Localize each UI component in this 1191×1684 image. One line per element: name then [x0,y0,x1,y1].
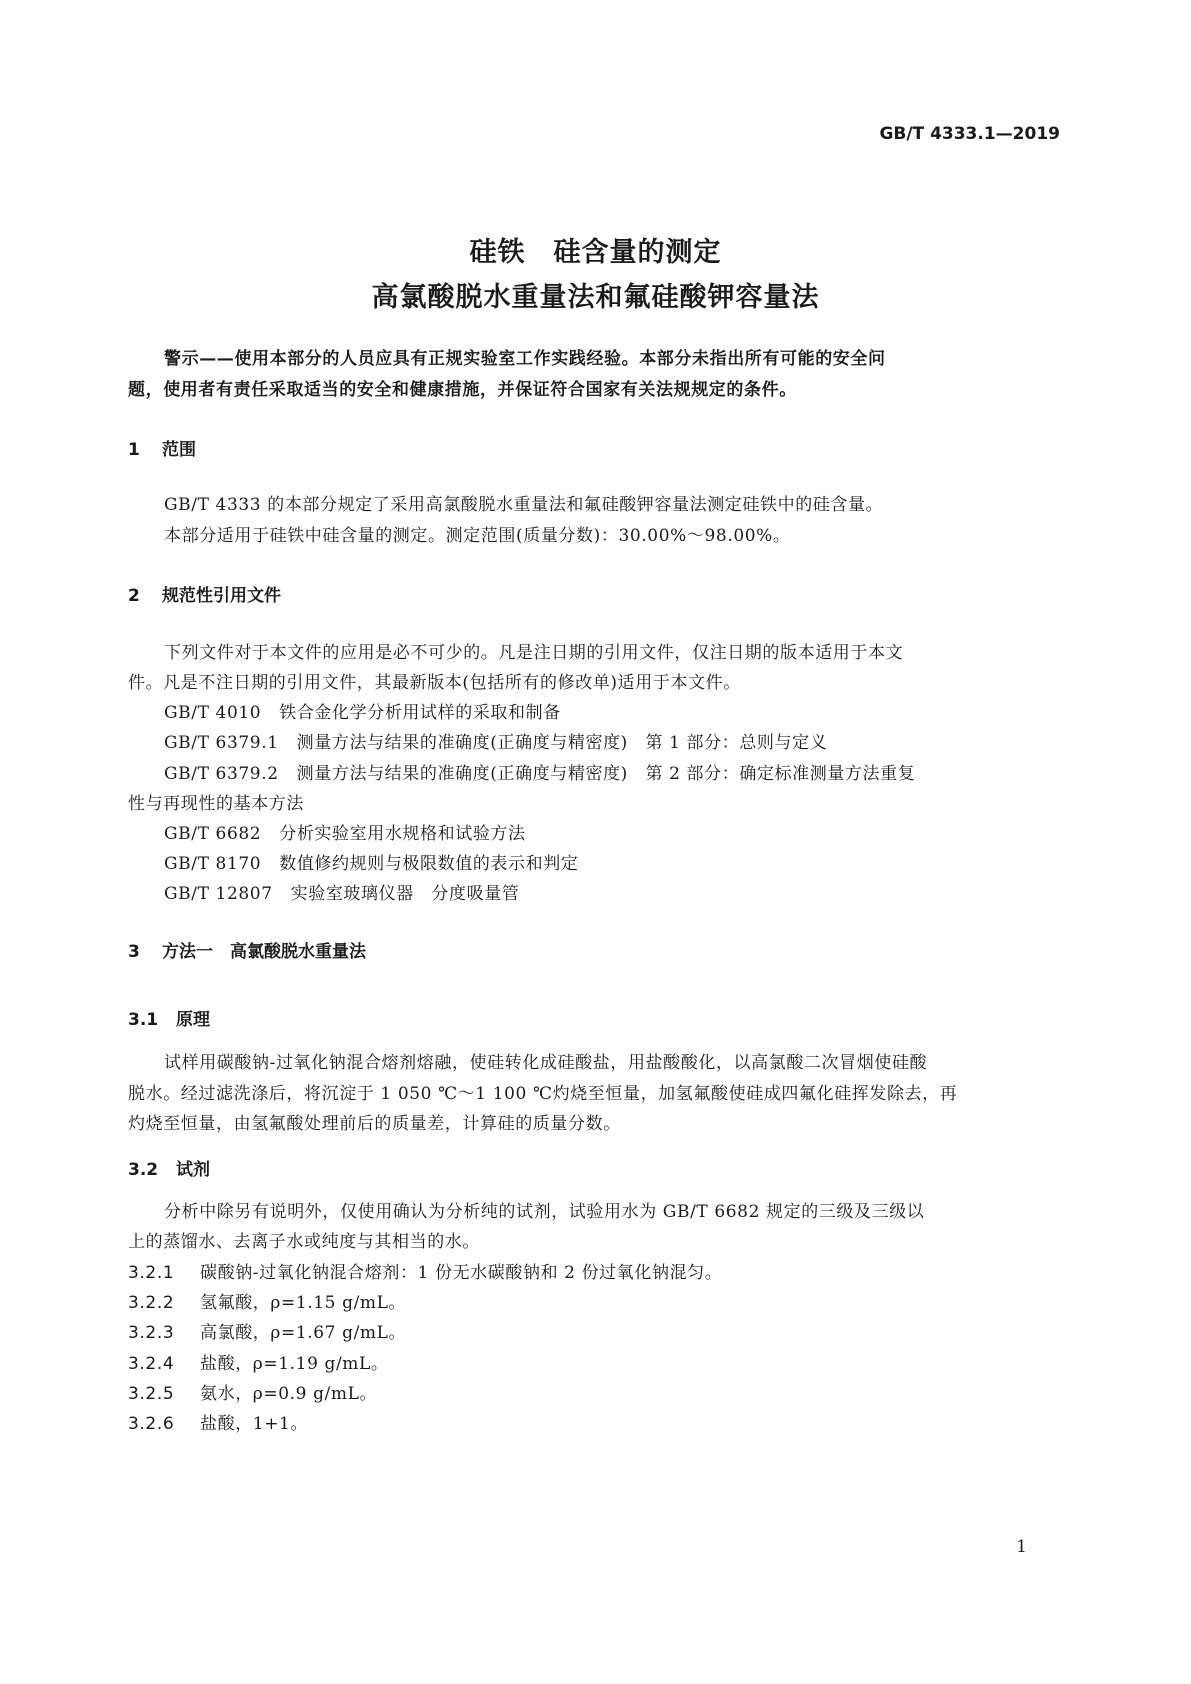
subsection-number: 3.1 [128,1010,159,1030]
subsection-title: 试剂 [176,1160,210,1180]
reference-code: GB/T 6682 [164,824,262,844]
clause-number: 3.2.3 [128,1323,175,1343]
section-number: 1 [128,440,140,460]
section-2-heading [128,581,281,606]
reference-code: GB/T 6379.2 [164,764,279,784]
reagent-text: 高氯酸，ρ=1.67 g/mL。 [200,1323,407,1343]
principle-line1: 试样用碳酸钠-过氧化钠混合熔剂熔融，使硅转化成硅酸盐，用盐酸酸化，以高氯酸二次冒烟使硅酸 [164,1053,928,1073]
reference-code: GB/T 4010 [164,703,262,723]
reagent-text: 碳酸钠-过氧化钠混合熔剂：1 份无水碳酸钠和 2 份过氧化钠混匀。 [200,1263,723,1283]
reference-title: 数值修约规则与极限数值的表示和判定 [279,854,579,874]
reference-item [164,849,578,874]
reference-title: 测量方法与结果的准确度(正确度与精密度) 第 1 部分：总则与定义 [296,733,828,753]
reference-title: 测量方法与结果的准确度(正确度与精密度) 第 2 部分：确定标准测量方法重复 [296,764,916,784]
reagent-item [128,1258,722,1283]
clause-number: 3.2.2 [128,1293,175,1313]
reference-item [164,879,519,904]
scope-paragraph-2: 本部分适用于硅铁中硅含量的测定。测定范围(质量分数)：30.00%～98.00%。 [164,526,791,546]
section-number: 3 [128,942,140,962]
reference-item [164,819,526,844]
warning-line1: 警示——使用本部分的人员应具有正规实验室工作实践经验。本部分未指出所有可能的安全问 [164,349,886,369]
reference-item-continuation: 性与再现性的基本方法 [128,794,304,814]
reagent-text: 盐酸，1+1。 [200,1414,309,1434]
section-number: 2 [128,586,140,606]
normative-intro-line2: 件。凡是不注日期的引用文件，其最新版本(包括所有的修改单)适用于本文件。 [128,673,741,693]
reference-code: GB/T 8170 [164,854,262,874]
reagent-item [128,1288,406,1313]
document-title-line2: 高氯酸脱水重量法和氟硅酸钾容量法 [371,282,820,313]
reagent-item [128,1318,406,1343]
reference-title: 分析实验室用水规格和试验方法 [279,824,526,844]
clause-number: 3.2.6 [128,1414,175,1434]
clause-number: 3.2.1 [128,1263,175,1283]
reagent-text: 盐酸，ρ=1.19 g/mL。 [200,1354,389,1374]
subsection-3-2-heading [128,1155,210,1180]
reference-title: 实验室玻璃仪器 分度吸量管 [290,884,520,904]
section-title: 方法一 高氯酸脱水重量法 [162,942,366,962]
subsection-number: 3.2 [128,1160,159,1180]
reagent-text: 氨水，ρ=0.9 g/mL。 [200,1384,378,1404]
reference-item [164,759,915,784]
reagent-text: 氢氟酸，ρ=1.15 g/mL。 [200,1293,407,1313]
reagents-intro-line1: 分析中除另有说明外，仅使用确认为分析纯的试剂，试验用水为 GB/T 6682 规定的三级及三级以 [164,1202,925,1222]
principle-line2: 脱水。经过滤洗涤后，将沉淀于 1 050 ℃～1 100 ℃灼烧至恒量，加氢氟酸使硅成四氟化硅挥发除去，再 [128,1084,958,1104]
reagent-item [128,1409,308,1434]
reference-code: GB/T 6379.1 [164,733,279,753]
reference-item [164,698,561,723]
reference-title: 铁合金化学分析用试样的采取和制备 [279,703,561,723]
warning-line2: 题，使用者有责任采取适当的安全和健康措施，并保证符合国家有关法规规定的条件。 [128,380,797,400]
scope-paragraph-1: GB/T 4333 的本部分规定了采用高氯酸脱水重量法和氟硅酸钾容量法测定硅铁中的硅含量。 [164,495,884,515]
section-title: 规范性引用文件 [162,586,281,606]
clause-number: 3.2.5 [128,1384,175,1404]
reference-item [164,728,827,753]
section-1-heading [128,435,196,460]
standard-code: GB/T 4333.1—2019 [879,124,1060,144]
subsection-3-1-heading [128,1005,210,1030]
clause-number: 3.2.4 [128,1354,175,1374]
principle-line3: 灼烧至恒量，由氢氟酸处理前后的质量差，计算硅的质量分数。 [128,1114,621,1134]
reagent-item [128,1379,377,1404]
reference-code: GB/T 12807 [164,884,273,904]
reagents-intro-line2: 上的蒸馏水、去离子水或纯度与其相当的水。 [128,1232,480,1252]
page-number: 1 [1016,1537,1027,1557]
section-3-heading [128,937,366,962]
subsection-title: 原理 [176,1010,210,1030]
reagent-item [128,1349,389,1374]
document-title-line1: 硅铁 硅含量的测定 [469,237,722,268]
section-title: 范围 [162,440,196,460]
normative-intro-line1: 下列文件对于本文件的应用是必不可少的。凡是注日期的引用文件，仅注日期的版本适用于本文 [164,643,904,663]
